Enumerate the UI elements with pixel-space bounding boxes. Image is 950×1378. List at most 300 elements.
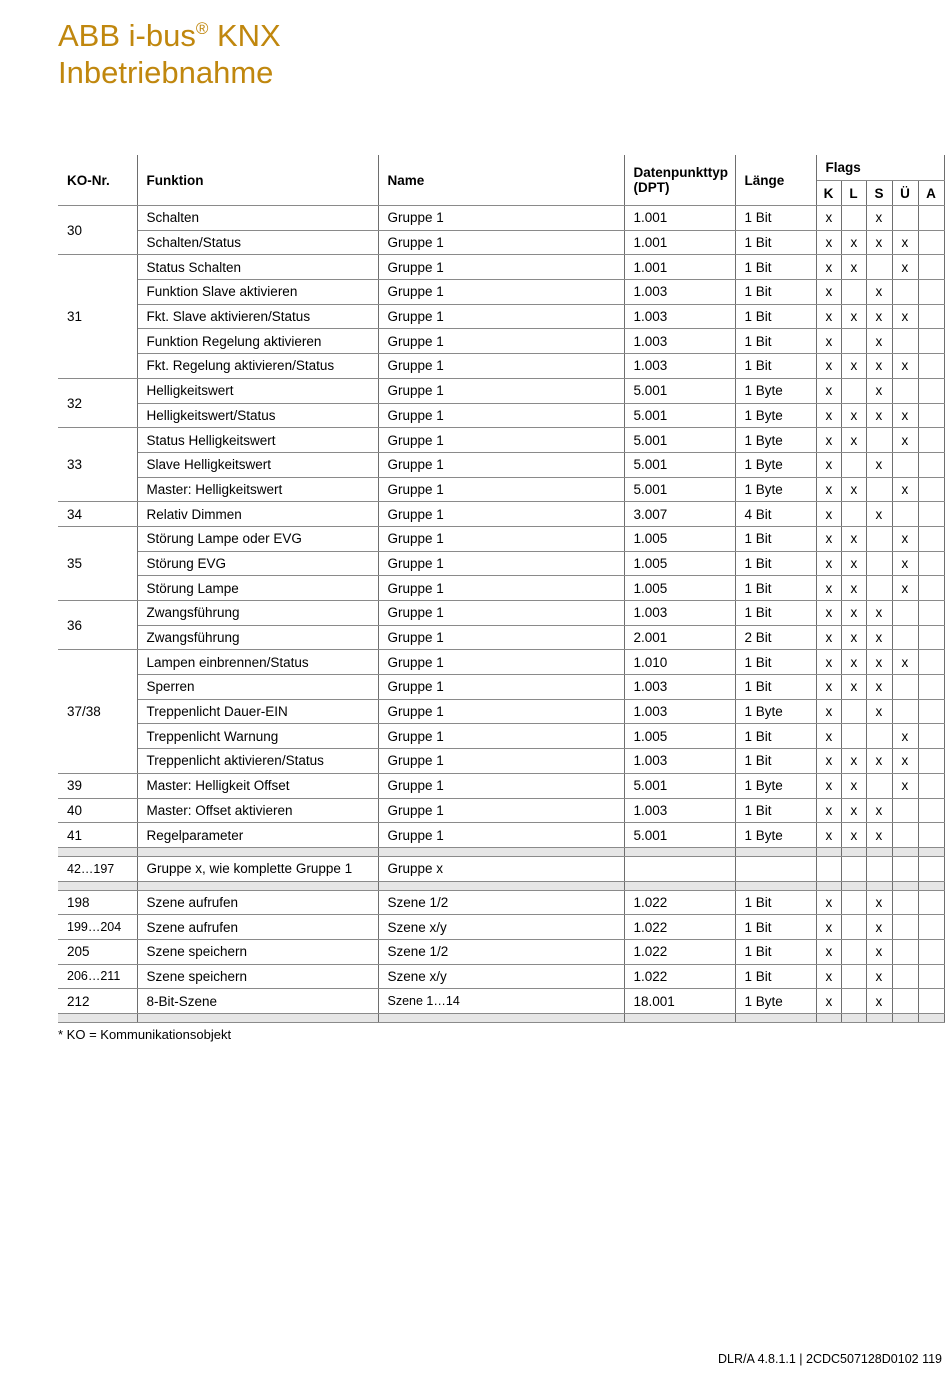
flag-s-cell	[866, 724, 892, 749]
flag-s-cell	[866, 526, 892, 551]
flag-ue-cell	[892, 329, 918, 354]
flag-ue-cell	[892, 625, 918, 650]
name-cell: Szene 1…14	[378, 989, 624, 1014]
name-cell: Gruppe 1	[378, 699, 624, 724]
flag-s-cell: x	[866, 749, 892, 774]
separator-cell	[816, 847, 841, 856]
flag-ue-cell: x	[892, 354, 918, 379]
flag-a-cell	[918, 551, 944, 576]
flag-k-cell: x	[816, 773, 841, 798]
flag-ue-cell: x	[892, 749, 918, 774]
flag-l-cell: x	[841, 625, 866, 650]
dpt-cell: 1.022	[624, 964, 735, 989]
laenge-cell: 4 Bit	[735, 502, 816, 527]
funktion-cell: Treppenlicht aktivieren/Status	[137, 749, 378, 774]
flag-a-cell	[918, 749, 944, 774]
funktion-cell: Szene speichern	[137, 939, 378, 964]
funktion-cell: Master: Helligkeitswert	[137, 477, 378, 502]
ko-number-cell: 31	[58, 255, 137, 378]
flag-a-cell	[918, 939, 944, 964]
separator-cell	[735, 1014, 816, 1023]
funktion-cell: Störung EVG	[137, 551, 378, 576]
name-cell: Gruppe 1	[378, 280, 624, 305]
ko-number-cell: 34	[58, 502, 137, 527]
flag-k-cell: x	[816, 625, 841, 650]
flag-l-cell	[841, 329, 866, 354]
flag-l-cell	[841, 206, 866, 231]
dpt-cell: 2.001	[624, 625, 735, 650]
flag-ue-cell	[892, 452, 918, 477]
flag-ue-cell: x	[892, 230, 918, 255]
flag-k-cell: x	[816, 823, 841, 848]
table-row	[58, 964, 944, 989]
funktion-cell: Helligkeitswert	[137, 378, 378, 403]
separator-cell	[624, 1014, 735, 1023]
flag-s-cell: x	[866, 329, 892, 354]
dpt-cell: 1.003	[624, 329, 735, 354]
table-row	[58, 551, 944, 576]
dpt-cell: 1.005	[624, 576, 735, 601]
flag-s-cell: x	[866, 675, 892, 700]
dpt-cell: 5.001	[624, 477, 735, 502]
funktion-cell: Schalten/Status	[137, 230, 378, 255]
ko-number-cell: 206…211	[58, 964, 137, 989]
laenge-cell: 1 Byte	[735, 452, 816, 477]
flag-k-cell: x	[816, 890, 841, 915]
flag-s-cell	[866, 255, 892, 280]
flag-s-cell: x	[866, 989, 892, 1014]
name-cell: Gruppe 1	[378, 403, 624, 428]
flag-a-cell	[918, 890, 944, 915]
separator-row	[58, 1014, 944, 1023]
name-cell: Gruppe 1	[378, 304, 624, 329]
page-header	[58, 10, 281, 91]
flag-l-cell: x	[841, 773, 866, 798]
laenge-cell: 1 Bit	[735, 230, 816, 255]
flag-a-cell	[918, 354, 944, 379]
ko-number-cell: 32	[58, 378, 137, 427]
table-row	[58, 452, 944, 477]
name-cell: Gruppe 1	[378, 378, 624, 403]
name-cell: Gruppe 1	[378, 206, 624, 231]
name-cell: Gruppe 1	[378, 773, 624, 798]
name-cell: Gruppe 1	[378, 526, 624, 551]
flag-k-cell: x	[816, 477, 841, 502]
col-header-laenge: Länge	[735, 155, 816, 206]
flag-a-cell	[918, 964, 944, 989]
flag-a-cell	[918, 856, 944, 881]
dpt-cell: 18.001	[624, 989, 735, 1014]
flag-s-cell: x	[866, 206, 892, 231]
funktion-cell: Zwangsführung	[137, 625, 378, 650]
flag-s-cell: x	[866, 354, 892, 379]
separator-cell	[816, 881, 841, 890]
name-cell: Gruppe 1	[378, 675, 624, 700]
table-row	[58, 989, 944, 1014]
dpt-cell	[624, 856, 735, 881]
funktion-cell: Treppenlicht Dauer-EIN	[137, 699, 378, 724]
flag-k-cell: x	[816, 304, 841, 329]
flag-k-cell: x	[816, 502, 841, 527]
funktion-cell: Helligkeitswert/Status	[137, 403, 378, 428]
dpt-cell: 1.003	[624, 280, 735, 305]
flag-k-cell: x	[816, 526, 841, 551]
page-footer: DLR/A 4.8.1.1 | 2CDC507128D0102 119	[718, 1352, 942, 1366]
flag-ue-cell	[892, 280, 918, 305]
flag-header-ue: Ü	[892, 181, 918, 206]
table-row	[58, 749, 944, 774]
flag-k-cell: x	[816, 230, 841, 255]
flag-s-cell: x	[866, 502, 892, 527]
flag-header-k: K	[816, 181, 841, 206]
funktion-cell: Relativ Dimmen	[137, 502, 378, 527]
flag-ue-cell	[892, 939, 918, 964]
laenge-cell: 1 Byte	[735, 773, 816, 798]
separator-cell	[892, 1014, 918, 1023]
dpt-cell: 5.001	[624, 773, 735, 798]
name-cell: Gruppe 1	[378, 551, 624, 576]
ko-number-cell: 205	[58, 939, 137, 964]
dpt-cell: 5.001	[624, 452, 735, 477]
flag-ue-cell	[892, 989, 918, 1014]
ko-number-cell: 33	[58, 428, 137, 502]
table-row	[58, 675, 944, 700]
name-cell: Gruppe 1	[378, 230, 624, 255]
flag-a-cell	[918, 378, 944, 403]
flag-l-cell: x	[841, 477, 866, 502]
separator-cell	[816, 1014, 841, 1023]
name-cell: Gruppe 1	[378, 749, 624, 774]
funktion-cell: Fkt. Slave aktivieren/Status	[137, 304, 378, 329]
separator-cell	[841, 847, 866, 856]
laenge-cell: 1 Byte	[735, 428, 816, 453]
flag-l-cell: x	[841, 798, 866, 823]
separator-cell	[735, 847, 816, 856]
flag-ue-cell: x	[892, 576, 918, 601]
flag-ue-cell	[892, 675, 918, 700]
laenge-cell: 1 Bit	[735, 964, 816, 989]
table-row	[58, 856, 944, 881]
separator-cell	[58, 881, 137, 890]
name-cell: Gruppe x	[378, 856, 624, 881]
flag-ue-cell: x	[892, 724, 918, 749]
flag-header-l: L	[841, 181, 866, 206]
table-row	[58, 939, 944, 964]
dpt-cell: 1.003	[624, 699, 735, 724]
dpt-cell: 3.007	[624, 502, 735, 527]
laenge-cell: 2 Bit	[735, 625, 816, 650]
section-subtitle: Inbetriebnahme	[58, 55, 274, 90]
laenge-cell: 1 Bit	[735, 939, 816, 964]
table-row	[58, 915, 944, 940]
laenge-cell: 1 Byte	[735, 403, 816, 428]
flag-l-cell: x	[841, 304, 866, 329]
flag-k-cell: x	[816, 749, 841, 774]
dpt-cell: 1.003	[624, 601, 735, 626]
flag-ue-cell: x	[892, 526, 918, 551]
flag-ue-cell	[892, 378, 918, 403]
funktion-cell: Treppenlicht Warnung	[137, 724, 378, 749]
dpt-cell: 1.003	[624, 675, 735, 700]
dpt-cell: 1.001	[624, 230, 735, 255]
flag-k-cell: x	[816, 329, 841, 354]
flag-a-cell	[918, 206, 944, 231]
dpt-cell: 1.003	[624, 798, 735, 823]
flag-a-cell	[918, 403, 944, 428]
separator-cell	[378, 1014, 624, 1023]
flag-k-cell: x	[816, 989, 841, 1014]
flag-l-cell: x	[841, 230, 866, 255]
funktion-cell: Sperren	[137, 675, 378, 700]
funktion-cell: Fkt. Regelung aktivieren/Status	[137, 354, 378, 379]
laenge-cell: 1 Byte	[735, 989, 816, 1014]
flag-a-cell	[918, 526, 944, 551]
laenge-cell: 1 Bit	[735, 526, 816, 551]
flag-s-cell	[866, 576, 892, 601]
flag-k-cell: x	[816, 964, 841, 989]
flag-a-cell	[918, 428, 944, 453]
dpt-cell: 1.010	[624, 650, 735, 675]
flag-l-cell: x	[841, 823, 866, 848]
table-row	[58, 378, 944, 403]
table-row	[58, 255, 944, 280]
table-row	[58, 823, 944, 848]
communication-objects-table	[58, 155, 945, 1023]
dpt-cell: 1.022	[624, 939, 735, 964]
funktion-cell: Status Helligkeitswert	[137, 428, 378, 453]
flag-a-cell	[918, 502, 944, 527]
laenge-cell: 1 Bit	[735, 915, 816, 940]
flag-ue-cell	[892, 206, 918, 231]
laenge-cell: 1 Bit	[735, 798, 816, 823]
laenge-cell: 1 Byte	[735, 823, 816, 848]
flag-s-cell: x	[866, 939, 892, 964]
funktion-cell: Funktion Regelung aktivieren	[137, 329, 378, 354]
separator-cell	[918, 1014, 944, 1023]
flag-l-cell	[841, 939, 866, 964]
col-header-flags: Flags	[816, 155, 944, 181]
name-cell: Gruppe 1	[378, 452, 624, 477]
flag-s-cell	[866, 856, 892, 881]
laenge-cell: 1 Bit	[735, 329, 816, 354]
table-row	[58, 354, 944, 379]
flag-s-cell: x	[866, 403, 892, 428]
laenge-cell: 1 Byte	[735, 378, 816, 403]
funktion-cell: Zwangsführung	[137, 601, 378, 626]
flag-s-cell: x	[866, 650, 892, 675]
flag-k-cell: x	[816, 601, 841, 626]
separator-cell	[58, 847, 137, 856]
flag-k-cell: x	[816, 452, 841, 477]
ko-number-cell: 39	[58, 773, 137, 798]
separator-cell	[624, 881, 735, 890]
dpt-cell: 1.003	[624, 304, 735, 329]
separator-cell	[866, 881, 892, 890]
flag-s-cell: x	[866, 625, 892, 650]
separator-cell	[841, 881, 866, 890]
flag-s-cell: x	[866, 601, 892, 626]
flag-l-cell: x	[841, 650, 866, 675]
flag-s-cell: x	[866, 890, 892, 915]
flag-a-cell	[918, 823, 944, 848]
table-row	[58, 625, 944, 650]
flag-l-cell: x	[841, 675, 866, 700]
table-row	[58, 773, 944, 798]
funktion-cell: Master: Offset aktivieren	[137, 798, 378, 823]
flag-s-cell: x	[866, 280, 892, 305]
name-cell: Szene x/y	[378, 915, 624, 940]
flag-ue-cell	[892, 502, 918, 527]
laenge-cell: 1 Bit	[735, 206, 816, 231]
flag-ue-cell: x	[892, 428, 918, 453]
separator-cell	[841, 1014, 866, 1023]
name-cell: Gruppe 1	[378, 798, 624, 823]
funktion-cell: Szene aufrufen	[137, 890, 378, 915]
flag-ue-cell: x	[892, 773, 918, 798]
flag-a-cell	[918, 255, 944, 280]
flag-ue-cell: x	[892, 304, 918, 329]
flag-s-cell	[866, 773, 892, 798]
flag-a-cell	[918, 625, 944, 650]
flag-s-cell: x	[866, 915, 892, 940]
flag-l-cell	[841, 964, 866, 989]
funktion-cell: Regelparameter	[137, 823, 378, 848]
flag-k-cell: x	[816, 650, 841, 675]
laenge-cell: 1 Byte	[735, 699, 816, 724]
name-cell: Szene 1/2	[378, 939, 624, 964]
flag-k-cell: x	[816, 354, 841, 379]
flag-a-cell	[918, 989, 944, 1014]
table-row	[58, 502, 944, 527]
flag-a-cell	[918, 280, 944, 305]
separator-row	[58, 881, 944, 890]
separator-cell	[378, 881, 624, 890]
ko-number-cell: 30	[58, 206, 137, 255]
flag-s-cell: x	[866, 452, 892, 477]
laenge-cell: 1 Bit	[735, 890, 816, 915]
name-cell: Szene 1/2	[378, 890, 624, 915]
flag-s-cell	[866, 477, 892, 502]
flag-ue-cell	[892, 699, 918, 724]
name-cell: Gruppe 1	[378, 354, 624, 379]
table-row	[58, 329, 944, 354]
laenge-cell: 1 Bit	[735, 601, 816, 626]
funktion-cell: 8-Bit-Szene	[137, 989, 378, 1014]
flag-k-cell: x	[816, 939, 841, 964]
flag-l-cell	[841, 890, 866, 915]
flag-l-cell: x	[841, 749, 866, 774]
ko-number-cell: 36	[58, 601, 137, 650]
footnote: * KO = Kommunikationsobjekt	[58, 1027, 232, 1042]
flag-ue-cell	[892, 823, 918, 848]
laenge-cell: 1 Bit	[735, 749, 816, 774]
flag-s-cell	[866, 428, 892, 453]
flag-s-cell	[866, 551, 892, 576]
flag-ue-cell: x	[892, 477, 918, 502]
flag-a-cell	[918, 650, 944, 675]
flag-a-cell	[918, 452, 944, 477]
flag-ue-cell: x	[892, 403, 918, 428]
col-header-funktion: Funktion	[137, 155, 378, 206]
flag-k-cell: x	[816, 206, 841, 231]
separator-cell	[918, 881, 944, 890]
flag-k-cell	[816, 856, 841, 881]
table-row	[58, 526, 944, 551]
flag-l-cell	[841, 856, 866, 881]
table-body	[58, 206, 944, 1023]
name-cell: Gruppe 1	[378, 576, 624, 601]
flag-ue-cell: x	[892, 255, 918, 280]
flag-s-cell: x	[866, 798, 892, 823]
flag-a-cell	[918, 576, 944, 601]
laenge-cell: 1 Bit	[735, 551, 816, 576]
flag-ue-cell	[892, 798, 918, 823]
table-row	[58, 576, 944, 601]
flag-s-cell: x	[866, 304, 892, 329]
funktion-cell: Slave Helligkeitswert	[137, 452, 378, 477]
name-cell: Gruppe 1	[378, 650, 624, 675]
flag-k-cell: x	[816, 551, 841, 576]
separator-cell	[892, 847, 918, 856]
name-cell: Gruppe 1	[378, 724, 624, 749]
flag-k-cell: x	[816, 798, 841, 823]
name-cell: Gruppe 1	[378, 601, 624, 626]
ko-number-cell: 42…197	[58, 856, 137, 881]
flag-l-cell: x	[841, 551, 866, 576]
table-row	[58, 428, 944, 453]
dpt-cell: 5.001	[624, 428, 735, 453]
registered-mark: ®	[195, 19, 209, 38]
name-cell: Gruppe 1	[378, 428, 624, 453]
flag-k-cell: x	[816, 378, 841, 403]
flag-a-cell	[918, 773, 944, 798]
ko-number-cell: 212	[58, 989, 137, 1014]
funktion-cell: Schalten	[137, 206, 378, 231]
flag-s-cell: x	[866, 699, 892, 724]
table-row	[58, 601, 944, 626]
flag-ue-cell	[892, 964, 918, 989]
flag-a-cell	[918, 699, 944, 724]
laenge-cell: 1 Bit	[735, 724, 816, 749]
flag-ue-cell	[892, 856, 918, 881]
funktion-cell: Funktion Slave aktivieren	[137, 280, 378, 305]
flag-l-cell	[841, 915, 866, 940]
flag-k-cell: x	[816, 403, 841, 428]
separator-cell	[378, 847, 624, 856]
flag-k-cell: x	[816, 675, 841, 700]
name-cell: Gruppe 1	[378, 329, 624, 354]
separator-cell	[137, 881, 378, 890]
name-cell: Gruppe 1	[378, 477, 624, 502]
flag-header-a: A	[918, 181, 944, 206]
flag-a-cell	[918, 230, 944, 255]
dpt-cell: 1.001	[624, 206, 735, 231]
table-row	[58, 798, 944, 823]
dpt-cell: 1.001	[624, 255, 735, 280]
flag-l-cell: x	[841, 428, 866, 453]
table-row	[58, 724, 944, 749]
name-cell: Gruppe 1	[378, 823, 624, 848]
laenge-cell: 1 Bit	[735, 280, 816, 305]
name-cell: Gruppe 1	[378, 255, 624, 280]
dpt-cell: 1.005	[624, 551, 735, 576]
ko-number-cell: 41	[58, 823, 137, 848]
flag-ue-cell	[892, 890, 918, 915]
separator-cell	[137, 847, 378, 856]
ko-number-cell: 37/38	[58, 650, 137, 773]
dpt-cell: 5.001	[624, 378, 735, 403]
flag-k-cell: x	[816, 280, 841, 305]
